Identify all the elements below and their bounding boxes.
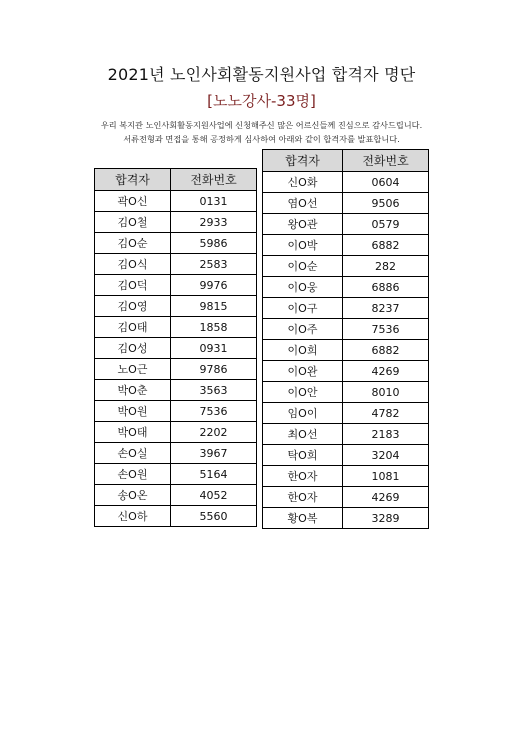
- passer-name-cell: 한O자: [263, 466, 343, 487]
- passer-name-cell: 김O영: [95, 296, 171, 317]
- phone-cell: 6882: [343, 340, 429, 361]
- passer-name-cell: 한O자: [263, 487, 343, 508]
- passer-name-cell: 최O선: [263, 424, 343, 445]
- document-subtitle: [노노강사-33명]: [207, 92, 316, 110]
- phone-cell: 3289: [343, 508, 429, 529]
- phone-cell: 9506: [343, 193, 429, 214]
- table-row: [263, 466, 429, 487]
- table-row: [95, 254, 257, 275]
- phone-cell: 3204: [343, 445, 429, 466]
- passer-name-cell: 김O덕: [95, 275, 171, 296]
- phone-cell: 0604: [343, 172, 429, 193]
- table-row: [95, 317, 257, 338]
- table-row: [95, 191, 257, 212]
- table-row: [263, 487, 429, 508]
- phone-cell: 2583: [171, 254, 257, 275]
- table-row: [263, 256, 429, 277]
- phone-cell: 5986: [171, 233, 257, 254]
- passer-name-cell: 황O복: [263, 508, 343, 529]
- phone-cell: 1081: [343, 466, 429, 487]
- phone-cell: 6882: [343, 235, 429, 256]
- table-row: [95, 233, 257, 254]
- phone-cell: 4052: [171, 485, 257, 506]
- phone-cell: 2933: [171, 212, 257, 233]
- passers-table-right: [262, 149, 429, 529]
- passer-name-cell: 김O성: [95, 338, 171, 359]
- table-row: [95, 422, 257, 443]
- phone-cell: 1858: [171, 317, 257, 338]
- table-row: [95, 338, 257, 359]
- table-header-row: [95, 169, 257, 191]
- table-row: [95, 464, 257, 485]
- table-row: [95, 485, 257, 506]
- table-row: [95, 380, 257, 401]
- phone-cell: 5164: [171, 464, 257, 485]
- table-row: [95, 359, 257, 380]
- phone-cell: 5560: [171, 506, 257, 527]
- table-row: [95, 296, 257, 317]
- passers-table-left: [94, 168, 257, 527]
- phone-cell: 9976: [171, 275, 257, 296]
- table-row: [263, 277, 429, 298]
- table-row: [263, 298, 429, 319]
- phone-cell: 9815: [171, 296, 257, 317]
- table-row: [263, 319, 429, 340]
- intro-text: [0, 118, 523, 146]
- table-row: [263, 172, 429, 193]
- passer-name-cell: 손O실: [95, 443, 171, 464]
- table-row: [95, 275, 257, 296]
- table-row: [95, 212, 257, 233]
- header-name: 합격자: [95, 169, 171, 191]
- intro-line-1: 우리 복지관 노인사회활동지원사업에 신청해주신 많은 어르신들께 진심으로 감사드립니다.: [100, 120, 423, 130]
- table-row: [263, 403, 429, 424]
- phone-cell: 3967: [171, 443, 257, 464]
- table-row: [95, 401, 257, 422]
- passer-name-cell: 박O태: [95, 422, 171, 443]
- passer-name-cell: 임O이: [263, 403, 343, 424]
- table-row: [263, 235, 429, 256]
- passer-name-cell: 이O웅: [263, 277, 343, 298]
- table-row: [95, 443, 257, 464]
- phone-cell: 8237: [343, 298, 429, 319]
- passer-name-cell: 이O주: [263, 319, 343, 340]
- phone-cell: 4782: [343, 403, 429, 424]
- phone-cell: 0931: [171, 338, 257, 359]
- passer-name-cell: 이O박: [263, 235, 343, 256]
- passer-name-cell: 손O원: [95, 464, 171, 485]
- table-row: [263, 424, 429, 445]
- passer-name-cell: 박O원: [95, 401, 171, 422]
- phone-cell: 7536: [343, 319, 429, 340]
- document-title: 2021년 노인사회활동지원사업 합격자 명단: [107, 65, 416, 84]
- passer-name-cell: 김O철: [95, 212, 171, 233]
- table-row: [263, 445, 429, 466]
- passer-name-cell: 탁O희: [263, 445, 343, 466]
- passer-name-cell: 김O식: [95, 254, 171, 275]
- phone-cell: 3563: [171, 380, 257, 401]
- passer-name-cell: 이O희: [263, 340, 343, 361]
- table-row: [263, 382, 429, 403]
- passer-name-cell: 이O순: [263, 256, 343, 277]
- passer-name-cell: 김O태: [95, 317, 171, 338]
- passer-name-cell: 신O하: [95, 506, 171, 527]
- header-phone: 전화번호: [171, 169, 257, 191]
- phone-cell: 6886: [343, 277, 429, 298]
- table-row: [95, 506, 257, 527]
- passer-name-cell: 송O온: [95, 485, 171, 506]
- table-row: [263, 214, 429, 235]
- phone-cell: 2202: [171, 422, 257, 443]
- passer-name-cell: 신O화: [263, 172, 343, 193]
- passer-name-cell: 곽O신: [95, 191, 171, 212]
- phone-cell: 8010: [343, 382, 429, 403]
- phone-cell: 282: [343, 256, 429, 277]
- passer-name-cell: 염O선: [263, 193, 343, 214]
- phone-cell: 9786: [171, 359, 257, 380]
- table-row: [263, 361, 429, 382]
- table-row: [263, 193, 429, 214]
- passer-name-cell: 노O근: [95, 359, 171, 380]
- phone-cell: 0131: [171, 191, 257, 212]
- header-name: 합격자: [263, 150, 343, 172]
- phone-cell: 7536: [171, 401, 257, 422]
- passer-name-cell: 이O완: [263, 361, 343, 382]
- table-header-row: [263, 150, 429, 172]
- header-phone: 전화번호: [343, 150, 429, 172]
- table-row: [263, 508, 429, 529]
- passer-name-cell: 왕O관: [263, 214, 343, 235]
- table-row: [263, 340, 429, 361]
- passer-name-cell: 박O춘: [95, 380, 171, 401]
- phone-cell: 2183: [343, 424, 429, 445]
- passer-name-cell: 이O안: [263, 382, 343, 403]
- passer-name-cell: 이O구: [263, 298, 343, 319]
- phone-cell: 4269: [343, 487, 429, 508]
- phone-cell: 4269: [343, 361, 429, 382]
- passer-name-cell: 김O순: [95, 233, 171, 254]
- intro-line-2: 서류전형과 면접을 통해 공정하게 심사하여 아래와 같이 합격자를 발표합니다.: [123, 134, 400, 144]
- phone-cell: 0579: [343, 214, 429, 235]
